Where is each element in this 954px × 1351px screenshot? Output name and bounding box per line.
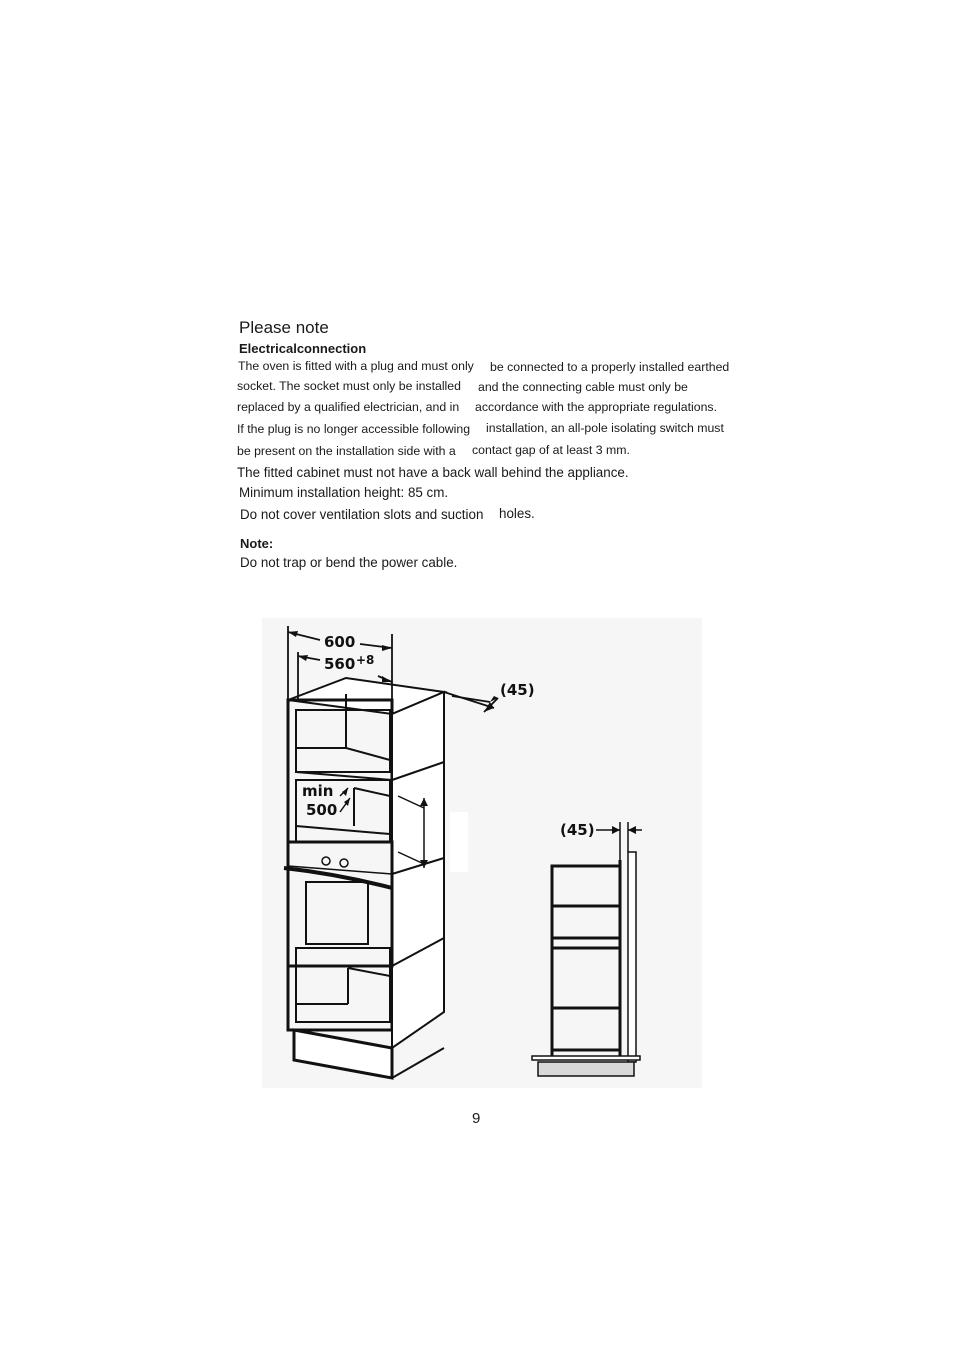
- installation-diagram: [258, 612, 708, 1092]
- vent-line-b: holes.: [499, 506, 535, 521]
- body-line-1b: be connected to a properly installed earthed: [490, 360, 730, 374]
- height-line: Minimum installation height: 85 cm.: [239, 485, 449, 500]
- body-line-3b: accordance with the appropriate regulations.: [475, 400, 717, 414]
- body-line-5b: contact gap of at least 3 mm.: [472, 443, 630, 457]
- installation-drawing: [258, 612, 708, 1092]
- dim-inner-label: 560: [324, 655, 356, 673]
- dim-inner-tolerance: +8: [356, 653, 375, 667]
- diagram-gap-patch: [450, 812, 468, 872]
- cabinet-line: The fitted cabinet must not have a back wall behind the appliance.: [237, 465, 629, 480]
- body-line-4b: installation, an all-pole isolating switch must: [486, 421, 724, 435]
- dim-gap-label: (45): [500, 681, 535, 699]
- dim-width-label: 600: [324, 633, 356, 651]
- body-line-1a: The oven is fitted with a plug and must only: [238, 359, 474, 373]
- body-line-2b: and the connecting cable must only be: [478, 380, 688, 394]
- body-line-4a: If the plug is no longer accessible following: [237, 422, 471, 436]
- note-text: Do not trap or bend the power cable.: [240, 555, 458, 570]
- vent-line-a: Do not cover ventilation slots and suction: [240, 507, 484, 522]
- section-title: Electricalconnection: [239, 341, 367, 356]
- page-heading: Please note: [239, 318, 329, 337]
- dim-side-gap-label: (45): [560, 821, 595, 839]
- note-title: Note:: [240, 536, 274, 551]
- dim-min-value: 500: [306, 801, 338, 819]
- body-line-2a: socket. The socket must only be installed: [237, 379, 461, 393]
- page-number: 9: [472, 1110, 481, 1127]
- dim-min-label: min: [302, 782, 334, 800]
- body-line-5a: be present on the installation side with a: [237, 444, 456, 458]
- body-line-3a: replaced by a qualified electrician, and in: [237, 400, 460, 414]
